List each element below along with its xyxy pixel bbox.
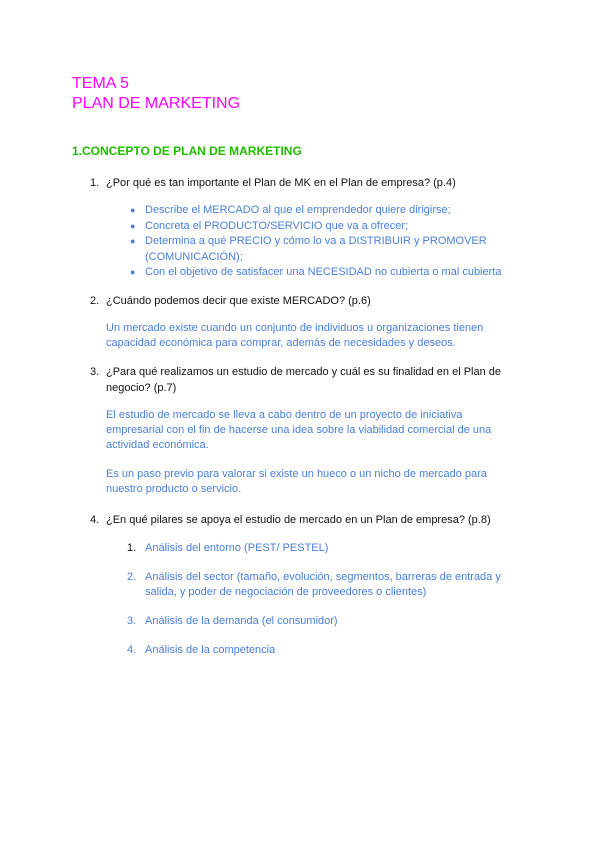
- bullet-icon: ●: [130, 236, 136, 246]
- section-heading: 1.CONCEPTO DE PLAN DE MARKETING: [72, 144, 302, 158]
- item-text: Análisis de la competencia: [145, 644, 276, 656]
- question-number: 1.: [90, 177, 100, 189]
- question-text: ¿En qué pilares se apoya el estudio de mercado en un Plan de empresa? (p.8): [106, 514, 491, 526]
- topic-title: TEMA 5: [72, 75, 129, 92]
- item-number: 1.: [127, 542, 137, 554]
- question-text: ¿Por qué es tan importante el Plan de MK en el Plan de empresa? (p.4): [106, 177, 456, 189]
- topic-subtitle: PLAN DE MARKETING: [72, 95, 241, 112]
- question-text: ¿Cuándo podemos decir que existe MERCADO? (p.6): [106, 295, 371, 307]
- item-text: Análisis del entorno (PEST/ PESTEL): [145, 542, 329, 554]
- question-number: 4.: [90, 514, 100, 526]
- question-number: 3.: [90, 366, 100, 378]
- q2-answer: Un mercado existe cuando un conjunto de individuos u organizaciones tienen capacidad económica para comprar, además de necesidades y deseos.: [106, 322, 484, 349]
- bullet-icon: ●: [130, 220, 136, 231]
- question-number: 2.: [90, 295, 100, 307]
- q1-bullet-list: [128, 203, 518, 281]
- item-number: 4.: [127, 644, 137, 656]
- list-item: ● Concreta el PRODUCTO/SERVICIO que va a ofrecer;: [128, 219, 518, 235]
- q3-answer-2: Es un paso previo para valorar si existe un hueco o un nicho de mercado para nuestro producto o servicio.: [106, 468, 487, 495]
- bullet-icon: ●: [130, 205, 136, 215]
- question-text: ¿Para qué realizamos un estudio de mercado y cuál es su finalidad en el Plan de negocio? (p.7): [106, 366, 502, 394]
- list-item: ● Describe el MERCADO al que el emprendedor quiere dirigirse;: [128, 203, 518, 219]
- bullet-icon: ●: [130, 267, 136, 277]
- item-number: 3.: [127, 615, 137, 627]
- item-text: Análisis de la demanda (el consumidor): [145, 615, 338, 627]
- list-item: ● Con el objetivo de satisfacer una NECESIDAD no cubierta o mal cubierta: [128, 265, 518, 281]
- list-item: ● Determina a qué PRECIO y cómo lo va a DISTRIBUIR y PROMOVER (COMUNICACIÓN);: [130, 235, 487, 263]
- item-text: Análisis del sector (tamaño, evolución, segmentos, barreras de entrada y salida, y poder de negociación de proveedores o clientes): [145, 571, 501, 598]
- item-number: 2.: [127, 571, 137, 583]
- q3-answer-1: El estudio de mercado se lleva a cabo dentro de un proyecto de iniciativa empresarial con el fin de hacerse una idea sobre la viabilidad comercial de una actividad económica.: [106, 409, 492, 451]
